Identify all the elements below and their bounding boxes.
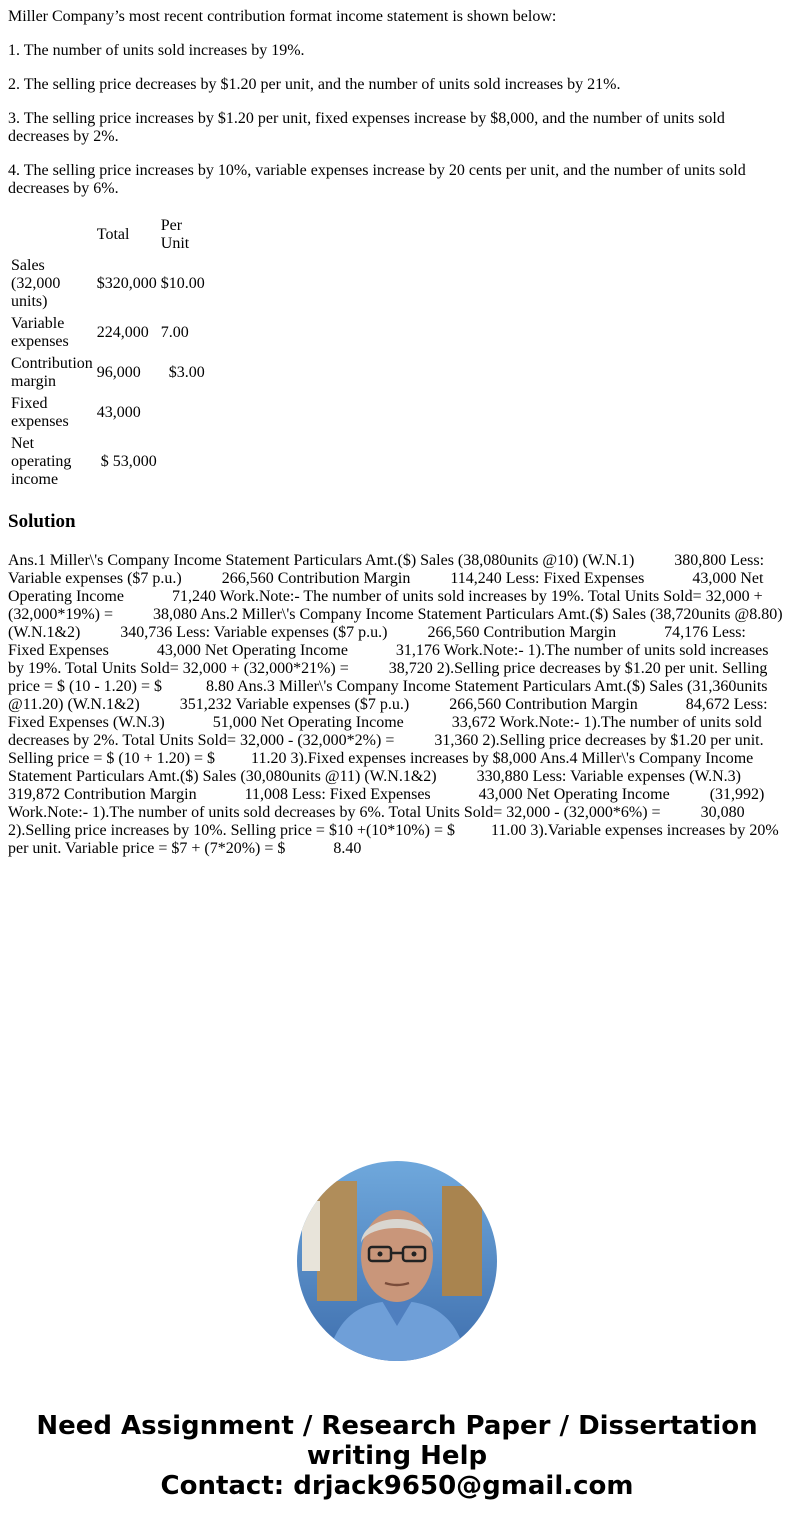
table-cell-total: 43,000 xyxy=(96,404,141,421)
main-content xyxy=(0,8,794,858)
promo-footer xyxy=(0,1411,794,1501)
promo-line-help: Need Assignment / Research Paper / Dissertation writing Help xyxy=(36,1411,758,1471)
table-cell-per-unit xyxy=(160,394,206,432)
table-cell-total: $320,000 xyxy=(96,275,157,292)
solution-body: Ans.1 Miller\'s Company Income Statement Particulars Amt.($) Sales (38,080units @10) (W.N.1) 380,800 Less: Variable expenses ($7 p.u.) 266,560 Contribution Margin 114,240 Less: Fixed Expenses 43,000 Net Operating Income 71,240 Work.Note:- The number of units sold increases by 19%. Total Units Sold= 32,000 + (32,000*19%) = 38,080 Ans.2 Miller\'s Company Income Statement Particulars Amt.($) Sales (38,720units @8.80) (W.N.1&2) 340,736 Less: Variable expenses ($7 p.u.) 266,560 Contribution Margin 74,176 Less: Fixed Expenses 43,000 Net Operating Income 31,176 Work.Note:- 1).The number of units sold increases by 19%. Total Units Sold= 32,000 + (32,000*21%) = 38,720 2).Selling price decreases by $1.20 per unit. Selling price = $ (10 - 1.20) = $ 8.80 Ans.3 Miller\'s Company Income Statement Particulars Amt.($) Sales (31,360units @11.20) (W.N.1&2) 351,232 Variable expenses ($7 p.u.) 266,560 Contribution Margin 84,672 Less: Fixed Expenses (W.N.3) 51,000 Net Operating Income 33,672 Work.Note:- 1).The number of units sold decreases by 2%. Total Units Sold= 32,000 - (32,000*2%) = 31,360 2).Selling price decreases by $1.20 per unit. Selling price = $ (10 + 1.20) = $ 11.20 3).Fixed expenses increases by $8,000 Ans.4 Miller\'s Company Income Statement Particulars Amt.($) Sales (30,080units @11) (W.N.1&2) 330,880 Less: Variable expenses (W.N.3) 319,872 Contribution Margin 11,008 Less: Fixed Expenses 43,000 Net Operating Income (31,992) Work.Note:- 1).The number of units sold decreases by 6%. Total Units Sold= 32,000 - (32,000*6%) = 30,080 2).Selling price increases by 10%. Selling price = $10 +(10*10%) = $ 11.00 3).Variable expenses increases by 20% per unit. Variable price = $7 + (7*20%) = $ 8.40 xyxy=(8,552,787,857)
table-cell-per-unit: $3.00 xyxy=(168,364,205,381)
profile-photo-icon xyxy=(297,1161,497,1361)
table-row xyxy=(10,256,206,312)
income-statement-table xyxy=(8,214,208,492)
table-cell-label: Contribution margin xyxy=(11,355,93,390)
table-cell-per-unit: $10.00 xyxy=(160,275,205,292)
table-row xyxy=(10,354,206,392)
table-cell-per-unit: 7.00 xyxy=(160,324,189,341)
question-intro: Miller Company’s most recent contribution format income statement is shown below: xyxy=(8,8,557,25)
table-header-cell xyxy=(10,216,94,254)
question-item-2: 2. The selling price decreases by $1.20 per unit, and the number of units sold increases by 21%. xyxy=(8,76,621,93)
question-item-1: 1. The number of units sold increases by 19%. xyxy=(8,42,305,59)
table-cell-total: 96,000 xyxy=(96,364,141,381)
table-cell-per-unit xyxy=(160,434,206,490)
promo-line-contact: Contact: drjack9650@gmail.com xyxy=(160,1471,634,1501)
author-avatar xyxy=(297,1161,497,1361)
table-row xyxy=(10,434,206,490)
question-item-4: 4. The selling price increases by 10%, variable expenses increase by 20 cents per unit, and the number of units sold decreases by 6%. xyxy=(8,162,746,197)
question-item-3: 3. The selling price increases by $1.20 per unit, fixed expenses increase by $8,000, and the number of units sold decreases by 2%. xyxy=(8,110,725,145)
table-cell-label: Net operating income xyxy=(11,435,72,488)
table-header-cell: Total xyxy=(96,226,130,243)
table-row xyxy=(10,394,206,432)
solution-heading: Solution xyxy=(8,511,76,532)
table-cell-label: Sales (32,000 units) xyxy=(11,257,61,310)
table-cell-label: Fixed expenses xyxy=(11,395,69,430)
table-cell-total: $ 53,000 xyxy=(100,453,157,470)
table-cell-label: Variable expenses xyxy=(11,315,69,350)
table-row xyxy=(10,314,206,352)
table-cell-total: 224,000 xyxy=(96,324,149,341)
table-header-cell: Per Unit xyxy=(160,217,190,252)
table-header-row xyxy=(10,216,206,254)
